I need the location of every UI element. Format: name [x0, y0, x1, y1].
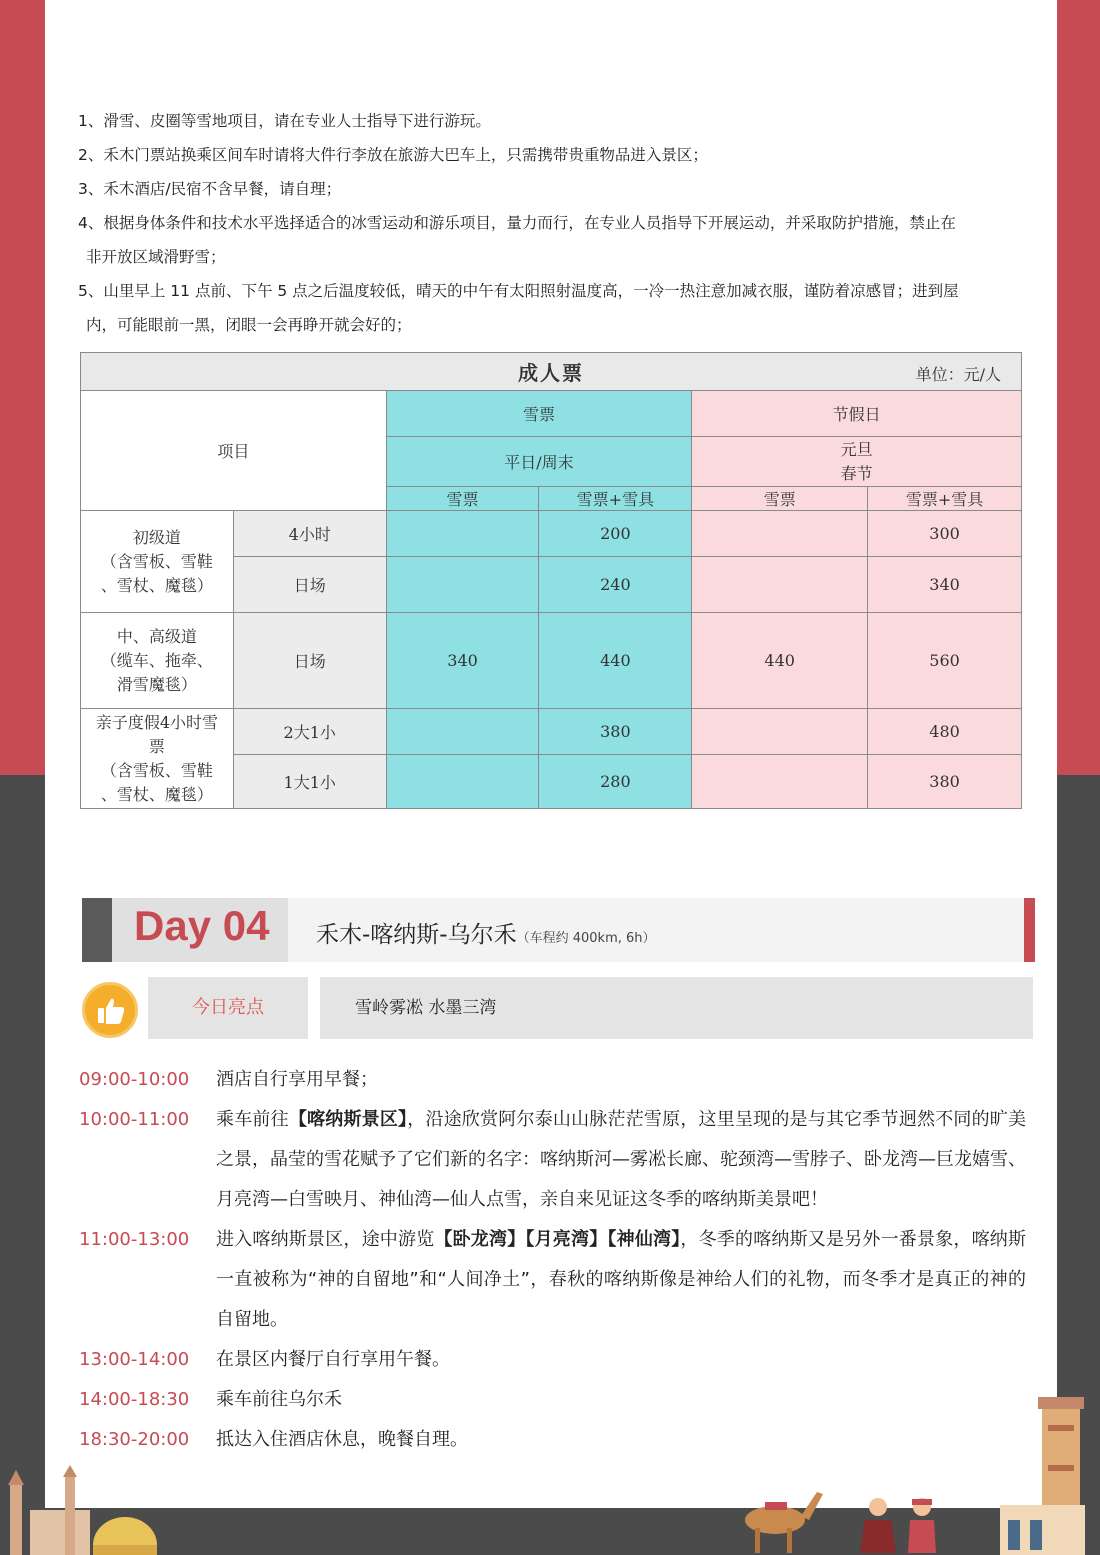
col-snow-weekday: 雪票: [386, 487, 539, 511]
schedule-time: 10:00-11:00: [79, 1109, 190, 1130]
camel-illustration: [735, 1480, 825, 1555]
note-1: 1、滑雪、皮圈等雪地项目，请在专业人士指导下进行游玩。: [78, 112, 491, 130]
day-route: 禾木-喀纳斯-乌尔禾: [316, 922, 517, 948]
schedule-time: 18:30-20:00: [79, 1429, 190, 1450]
table-cell: [386, 557, 539, 613]
table-cell: 340: [868, 557, 1022, 613]
day-header-left-block: [82, 898, 112, 962]
day-title: [316, 916, 656, 949]
category-line: （含雪板、雪鞋: [100, 760, 213, 780]
schedule-desc: [216, 1420, 1026, 1460]
row-beginner-category: [81, 511, 234, 613]
desc-text: 乘车前往乌尔禾: [216, 1389, 342, 1410]
schedule-desc: [216, 1380, 1026, 1420]
category-line: 、雪杖、魔毯）: [100, 784, 213, 804]
desc-text: 在景区内餐厅自行享用午餐。: [216, 1349, 450, 1370]
item-header: 项目: [81, 391, 387, 511]
table-cell: [386, 511, 539, 557]
category-line: 滑雪魔毯）: [116, 674, 197, 694]
desc-highlight: 【喀纳斯景区】: [288, 1109, 408, 1130]
row-family-category: [81, 709, 234, 809]
table-cell: [386, 755, 539, 809]
note-5: 5、山里早上 11 点前、下午 5 点之后温度较低，晴天的中午有太阳照射温度高，一冷一热注意加减衣服，谨防着凉感冒；进到屋: [78, 282, 959, 300]
col-snowgear-weekday: 雪票+雪具: [539, 487, 692, 511]
table-cell: 560: [868, 613, 1022, 709]
schedule-row: [79, 1380, 1029, 1420]
schedule-time: 13:00-14:00: [79, 1349, 190, 1370]
category-line: （缆车、拖牵、: [100, 650, 213, 670]
category-line: 中、高级道: [116, 626, 197, 646]
table-unit: 单位：元/人: [915, 365, 1001, 384]
table-cell: [692, 511, 868, 557]
desc-text: 抵达入住酒店休息，晚餐自理。: [216, 1429, 468, 1450]
holiday-header: [692, 437, 1022, 487]
group-snow-header: 雪票: [386, 391, 692, 437]
col-snowgear-holiday: 雪票+雪具: [868, 487, 1022, 511]
desc-text: ，沿途欣赏阿尔泰山山脉茫茫雪原，这里呈现的是与其它季节迥然不同的旷美之景，晶莹的雪花赋予了它们新的名字：喀纳斯河—雾凇长廊、驼颈湾—雪脖子、卧龙湾—巨龙嬉雪、月亮湾—白雪映月、神仙湾—仙人点雪，亲自来见证这冬季的喀纳斯美景吧！: [216, 1109, 1027, 1210]
desc-text: 进入喀纳斯景区，途中游览: [216, 1229, 435, 1250]
note-5-cont: 内，可能眼前一黑，闭眼一会再睁开就会好的；: [86, 316, 412, 334]
category-line: 票: [148, 736, 165, 756]
category-line: 初级道: [132, 527, 181, 547]
table-cell: 440: [692, 613, 868, 709]
schedule-row: [79, 1100, 1029, 1220]
schedule-desc: [216, 1340, 1026, 1380]
table-cell: [692, 755, 868, 809]
schedule-row: [79, 1060, 1029, 1100]
row-beginner-day: 日场: [233, 557, 386, 613]
row-beginner-4h: 4小时: [233, 511, 386, 557]
day-label: Day 04: [134, 902, 270, 949]
desc-text: ，冬季的喀纳斯又是另外一番景象，喀纳斯一直被称为“神的自留地”和“人间净土”，春秋的喀纳斯像是神给人们的礼物，而冬季才是真正的神的自留地。: [216, 1229, 1027, 1330]
group-holiday-header: 节假日: [692, 391, 1022, 437]
table-cell: 240: [539, 557, 692, 613]
mosque-illustration: [0, 1465, 160, 1555]
category-line: （含雪板、雪鞋: [100, 551, 213, 571]
holiday-line-1: 元旦: [840, 439, 873, 459]
row-family-2a1c: 2大1小: [233, 709, 386, 755]
category-line: 、雪杖、魔毯）: [100, 575, 213, 595]
table-cell: [692, 557, 868, 613]
table-cell: 340: [386, 613, 539, 709]
row-advanced-category: [81, 613, 234, 709]
table-title: 成人票: [518, 361, 584, 385]
highlight-label: 今日亮点: [148, 977, 308, 1039]
note-4-cont: 非开放区域滑野雪；: [86, 248, 226, 266]
highlight-content: 雪岭雾凇 水墨三湾: [320, 977, 1033, 1039]
table-cell: [386, 709, 539, 755]
table-cell: 480: [868, 709, 1022, 755]
schedule-time: 14:00-18:30: [79, 1389, 190, 1410]
table-cell: 280: [539, 755, 692, 809]
row-family-1a1c: 1大1小: [233, 755, 386, 809]
note-2: 2、禾木门票站换乘区间车时请将大件行李放在旅游大巴车上，只需携带贵重物品进入景区；: [78, 146, 708, 164]
notes-list: [78, 104, 1028, 342]
schedule-time: 11:00-13:00: [79, 1229, 190, 1250]
schedule-time: 09:00-10:00: [79, 1069, 190, 1090]
row-advanced-day: 日场: [233, 613, 386, 709]
table-cell: [692, 709, 868, 755]
schedule-desc: [216, 1100, 1026, 1220]
note-4: 4、根据身体条件和技术水平选择适合的冰雪运动和游乐项目，量力而行，在专业人员指导下开展运动，并采取防护措施，禁止在: [78, 214, 956, 232]
price-table: [80, 352, 1022, 809]
desc-text: 酒店自行享用早餐；: [216, 1069, 378, 1090]
table-cell: 380: [539, 709, 692, 755]
weekday-header: 平日/周末: [386, 437, 692, 487]
table-cell: 200: [539, 511, 692, 557]
people-illustration: [860, 1495, 945, 1555]
schedule-row: [79, 1220, 1029, 1340]
table-cell: 440: [539, 613, 692, 709]
table-cell: 300: [868, 511, 1022, 557]
desc-highlight: 【卧龙湾】【月亮湾】【神仙湾】: [434, 1229, 681, 1250]
table-cell: 380: [868, 755, 1022, 809]
schedule-row: [79, 1420, 1029, 1460]
schedule: [79, 1060, 1029, 1460]
note-3: 3、禾木酒店/民宿不含早餐，请自理；: [78, 180, 342, 198]
thumbs-up-icon: [82, 982, 138, 1038]
schedule-row: [79, 1340, 1029, 1380]
day-header-right-accent: [1024, 898, 1035, 962]
holiday-line-2: 春节: [840, 463, 873, 483]
category-line: 亲子度假4小时雪: [95, 712, 218, 732]
col-snow-holiday: 雪票: [692, 487, 868, 511]
desc-text: 乘车前往: [216, 1109, 289, 1130]
table-title-cell: [81, 353, 1022, 391]
schedule-desc: [216, 1220, 1026, 1340]
day-distance: （车程约 400km, 6h）: [516, 931, 656, 946]
tower-illustration: [990, 1385, 1100, 1555]
schedule-desc: [216, 1060, 1026, 1100]
